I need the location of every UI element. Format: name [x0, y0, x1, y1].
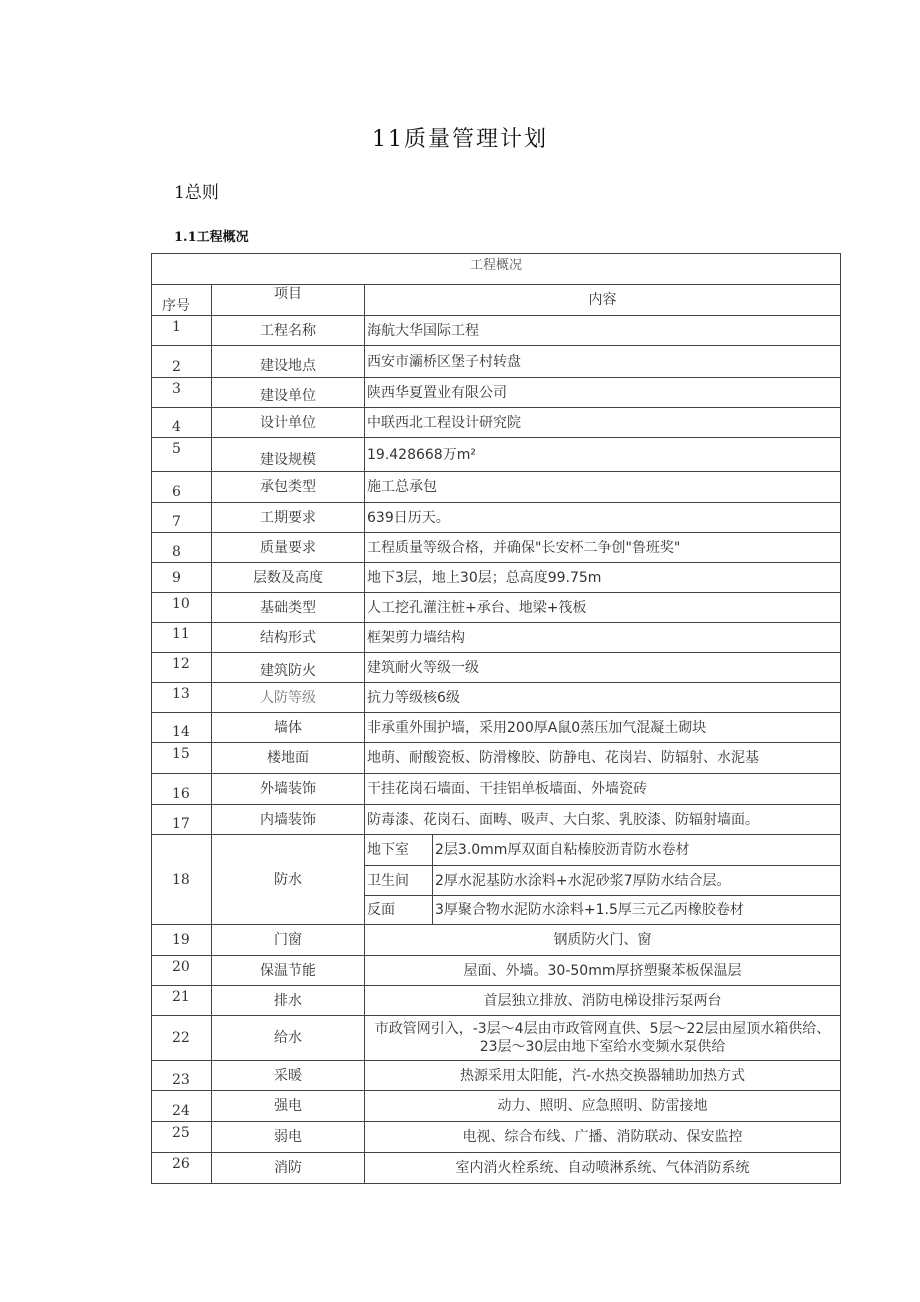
row-number: 12 — [152, 653, 212, 683]
row-number: 3 — [152, 378, 212, 408]
table-row — [152, 593, 841, 623]
row-number: 4 — [152, 408, 212, 438]
row-item: 基础类型 — [212, 593, 365, 623]
row-item: 保温节能 — [212, 956, 365, 986]
table-row — [152, 986, 841, 1016]
row-item: 楼地面 — [212, 743, 365, 774]
table-row — [152, 713, 841, 743]
table-row — [152, 743, 841, 774]
row-number: 17 — [152, 805, 212, 835]
row-content: 首层独立排放、消防电梯设排污泵两台 — [365, 986, 841, 1016]
row-content: 抗力等级核6级 — [365, 683, 841, 713]
table-row — [152, 378, 841, 408]
row-item: 弱电 — [212, 1122, 365, 1153]
row-content: 19.428668万m² — [365, 438, 841, 472]
row-content: 干挂花岗石墙面、干挂铝单板墙面、外墙瓷砖 — [365, 774, 841, 805]
row-item: 建设地点 — [212, 346, 365, 378]
row-item: 外墙装饰 — [212, 774, 365, 805]
table-row — [152, 956, 841, 986]
row-item: 建设单位 — [212, 378, 365, 408]
subsection-heading: 1.1工程概况 — [174, 230, 249, 245]
section-heading: 1总则 — [174, 183, 219, 203]
row-number: 13 — [152, 683, 212, 713]
waterproof-part-content: 3厚聚合物水泥防水涂料+1.5厚三元乙丙橡胶卷材 — [433, 896, 841, 925]
row-number: 20 — [152, 956, 212, 986]
row-content: 市政管网引入，-3层〜4层由市政管网直供、5层〜22层由屋顶水箱供给、23层〜30层由地下室给水变频水泵供给 — [365, 1016, 841, 1061]
row-content: 施工总承包 — [365, 472, 841, 503]
row-number: 15 — [152, 743, 212, 774]
column-header-item: 项目 — [212, 285, 365, 316]
waterproof-part-label: 卫生间 — [365, 866, 433, 896]
waterproof-part-label: 反面 — [365, 896, 433, 925]
table-row — [152, 1153, 841, 1184]
waterproof-part-content: 2层3.0mm厚双面自粘榛胶沥青防水卷材 — [433, 835, 841, 866]
table-row — [152, 563, 841, 593]
row-item: 排水 — [212, 986, 365, 1016]
row-number: 18 — [152, 835, 212, 925]
row-item: 采暖 — [212, 1061, 365, 1091]
waterproof-part-content: 2厚水泥基防水涂料+水泥砂浆7厚防水结合层。 — [433, 866, 841, 896]
table-row — [152, 1122, 841, 1153]
table-row — [152, 925, 841, 956]
row-content: 639日历天。 — [365, 503, 841, 533]
row-item: 建设规模 — [212, 438, 365, 472]
row-number: 21 — [152, 986, 212, 1016]
row-number: 10 — [152, 593, 212, 623]
table-row — [152, 653, 841, 683]
row-item: 结构形式 — [212, 623, 365, 653]
row-content: 防毒漆、花岗石、面畴、吸声、大白浆、乳胶漆、防辐射墙面。 — [365, 805, 841, 835]
row-item: 防水 — [212, 835, 365, 925]
row-content: 动力、照明、应急照明、防雷接地 — [365, 1091, 841, 1122]
row-item: 墙体 — [212, 713, 365, 743]
row-number: 25 — [152, 1122, 212, 1153]
row-number: 9 — [152, 563, 212, 593]
row-number: 19 — [152, 925, 212, 956]
row-number: 6 — [152, 472, 212, 503]
row-content: 非承重外围护墙，采用200厚A鼠0蒸压加气混凝土砌块 — [365, 713, 841, 743]
row-item: 工期要求 — [212, 503, 365, 533]
project-overview-table — [151, 253, 841, 1184]
row-item: 人防等级 — [212, 683, 365, 713]
row-item: 承包类型 — [212, 472, 365, 503]
row-content: 屋面、外墙。30-50mm厚挤塑聚苯板保温层 — [365, 956, 841, 986]
column-header-num: 序号 — [152, 285, 212, 316]
table-caption: 工程概况 — [152, 254, 841, 285]
row-item: 质量要求 — [212, 533, 365, 563]
row-item: 设计单位 — [212, 408, 365, 438]
waterproof-sub-row — [152, 835, 841, 866]
table-row — [152, 623, 841, 653]
document-title: 11质量管理计划 — [372, 127, 548, 152]
row-content: 工程质量等级合格，并确保"长安杯二争创"鲁班奖" — [365, 533, 841, 563]
row-item: 强电 — [212, 1091, 365, 1122]
row-content: 地下3层，地上30层；总高度99.75m — [365, 563, 841, 593]
column-header-content: 内容 — [365, 285, 841, 316]
row-content: 电视、综合布线、广播、消防联动、保安监控 — [365, 1122, 841, 1153]
table-row — [152, 805, 841, 835]
row-item: 建筑防火 — [212, 653, 365, 683]
table-row — [152, 408, 841, 438]
row-number: 1 — [152, 316, 212, 346]
row-content: 框架剪力墙结构 — [365, 623, 841, 653]
row-content: 钢质防火门、窗 — [365, 925, 841, 956]
table-row — [152, 1091, 841, 1122]
row-item: 内墙装饰 — [212, 805, 365, 835]
row-number: 16 — [152, 774, 212, 805]
row-number: 14 — [152, 713, 212, 743]
row-content: 地萌、耐酸瓷板、防滑橡胶、防静电、花岗岩、防辐射、水泥基 — [365, 743, 841, 774]
table-row — [152, 316, 841, 346]
row-number: 23 — [152, 1061, 212, 1091]
table-row — [152, 346, 841, 378]
row-item: 消防 — [212, 1153, 365, 1184]
table-row — [152, 503, 841, 533]
table-row — [152, 1016, 841, 1061]
table-row — [152, 472, 841, 503]
row-content: 中联西北工程设计研究院 — [365, 408, 841, 438]
row-content: 室内消火栓系统、自动喷淋系统、气体消防系统 — [365, 1153, 841, 1184]
row-number: 7 — [152, 503, 212, 533]
row-content: 热源采用太阳能，汽-水热交换器辅助加热方式 — [365, 1061, 841, 1091]
waterproof-part-label: 地下室 — [365, 835, 433, 866]
row-content: 陕西华夏置业有限公司 — [365, 378, 841, 408]
row-number: 22 — [152, 1016, 212, 1061]
row-number: 26 — [152, 1153, 212, 1184]
row-content: 人工挖孔灌注桩+承台、地梁+筏板 — [365, 593, 841, 623]
row-number: 24 — [152, 1091, 212, 1122]
table-row — [152, 774, 841, 805]
row-number: 8 — [152, 533, 212, 563]
row-number: 11 — [152, 623, 212, 653]
row-item: 给水 — [212, 1016, 365, 1061]
table-row — [152, 683, 841, 713]
row-content: 海航大华国际工程 — [365, 316, 841, 346]
table-row — [152, 533, 841, 563]
row-content: 建筑耐火等级一级 — [365, 653, 841, 683]
row-item: 门窗 — [212, 925, 365, 956]
table-row — [152, 438, 841, 472]
row-item: 层数及高度 — [212, 563, 365, 593]
row-content: 西安市灞桥区堡子村转盘 — [365, 346, 841, 378]
table-row — [152, 1061, 841, 1091]
row-number: 2 — [152, 346, 212, 378]
row-item: 工程名称 — [212, 316, 365, 346]
row-number: 5 — [152, 438, 212, 472]
